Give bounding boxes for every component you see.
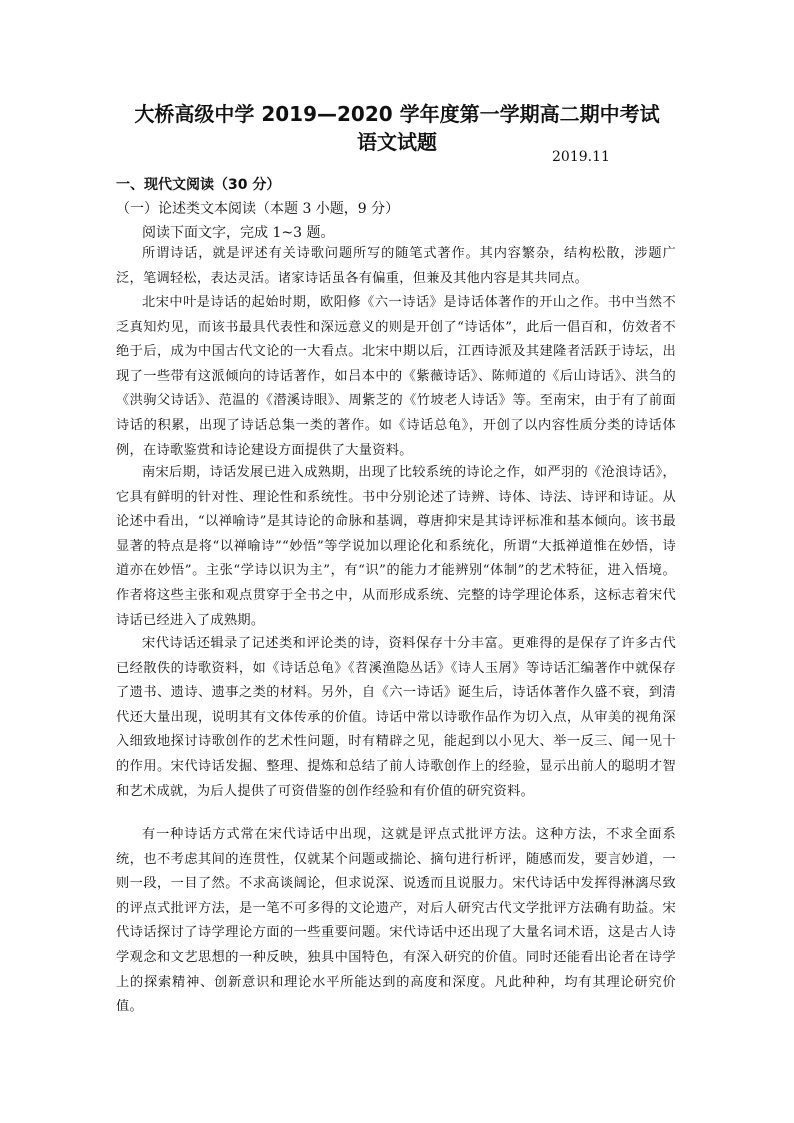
exam-title: 大桥高级中学 2019—2020 学年度第一学期高二期中考试 [134, 102, 660, 126]
exam-date: 2019.11 [552, 149, 610, 165]
paragraph: 所谓诗话，就是评述有关诗歌问题所写的随笔式著作。其内容繁杂，结构松散，涉题广泛，笔调轻松，表达灵活。诸家诗话虽各有偏重，但兼及其他内容是其共同点。 [116, 246, 676, 286]
subsection-heading: （一）论述类文本阅读（本题 3 小题，9 分） [116, 201, 400, 217]
paragraph: 宋代诗话还辑录了记述类和评论类的诗，资料保存十分丰富。更难得的是保存了许多古代已经散佚的诗歌资料，如《诗话总龟》《苕溪渔隐丛话》《诗人玉屑》等诗话汇编著作中就保存了遗书、遗诗、遗事之类的材料。另外，自《六一诗话》诞生后，诗话体著作久盛不衰，到清代还大量出现，说明其有文体传承的价值。诗话中常以诗歌作品作为切入点，从审美的视角深入细致地探讨诗歌创作的艺术性问题，时有精辟之见，能起到以小见大、举一反三、闻一见十的作用。宋代诗话发掘、整理、提炼和总结了前人诗歌创作上的经验，显示出前人的聪明才智和艺术成就，为后人提供了可资借鉴的创作经验和有价值的研究资料。 [116, 636, 676, 799]
paragraph: 南宋后期，诗话发展已进入成熟期，出现了比较系统的诗论之作，如严羽的《沧浪诗话》，它具有鲜明的针对性、理论性和系统性。书中分别论述了诗辨、诗体、诗法、诗评和诗证。从论述中看出，“以禅喻诗”是其诗论的命脉和基调，尊唐抑宋是其诗评标准和基本倾向。该书最显著的特点是将“以禅喻诗”“妙悟”等学说加以理论化和系统化，所谓“大抵禅道惟在妙悟，诗道亦在妙悟”。主张“学诗以识为主”，有“识”的能力才能辨别“体制”的艺术特征，进入悟境。作者将这些主张和观点贯穿于全书之中，从而形成系统、完整的诗学理论体系，这标志着宋代诗话已经进入了成熟期。 [116, 465, 676, 628]
section-heading: 一、现代文阅读（30 分） [116, 177, 281, 193]
paragraph: 北宋中叶是诗话的起始时期，欧阳修《六一诗话》是诗话体著作的开山之作。书中当然不乏真知灼见，而该书最具代表性和深远意义的则是开创了“诗话体”，此后一倡百和，仿效者不绝于后，成为中国古代文论的一大看点。北宋中期以后，江西诗派及其建隆者活跃于诗坛，出现了一些带有这派倾向的诗话著作，如吕本中的《紫薇诗话》、陈师道的《后山诗话》、洪刍的《洪驹父诗话》、范温的《潜溪诗眼》、周紫芝的《竹坡老人诗话》等。至南宋，由于有了前面诗话的积累，出现了诗话总集一类的著作。如《诗话总龟》，开创了以内容性质分类的诗话体例，在诗歌鉴赏和诗论建设方面提供了大量资料。 [116, 295, 676, 458]
exam-subtitle: 语文试题 [357, 130, 437, 154]
paragraph: 有一种诗话方式常在宋代诗话中出现，这就是评点式批评方法。这种方法，不求全面系统，也不考虑其间的连贯性，仅就某个问题或揣论、摘句进行析评，随感而发，要言妙道，一则一段，一目了然。不求高谈阔论，但求说深、说透而且说服力。宋代诗话中发挥得淋漓尽致的评点式批评方法，是一笔不可多得的文论遗产，对后人研究古代文学批评方法确有助益。宋代诗话探讨了诗学理论方面的一些重要问题。宋代诗话中还出现了大量名词术语，这是古人诗学观念和文艺思想的一种反映，独具中国特色，有深入研究的价值。同时还能看出论者在诗学上的探索精神、创新意识和理论水平所能达到的高度和深度。凡此种种，均有其理论研究价值。 [116, 827, 676, 1015]
reading-instruction: 阅读下面文字，完成 1~3 题。 [142, 225, 335, 241]
